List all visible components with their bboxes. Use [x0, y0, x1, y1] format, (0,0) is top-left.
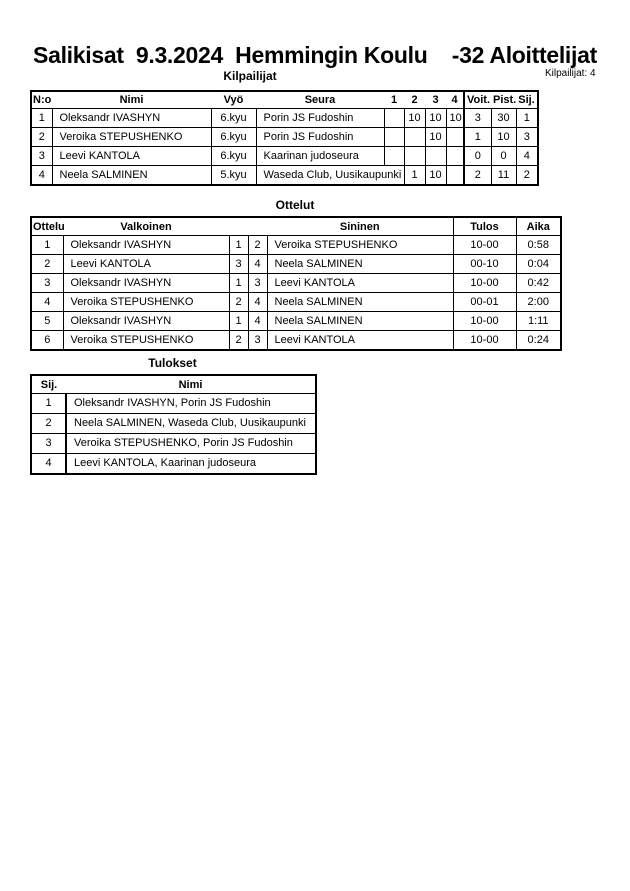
column-header-vyo: Vyö — [211, 91, 256, 109]
cell: Veroika STEPUSHENKO — [63, 331, 229, 351]
cell: 30 — [491, 109, 516, 128]
cell: 1 — [31, 394, 66, 414]
cell: Porin JS Fudoshin — [256, 128, 384, 147]
table-row — [31, 414, 316, 434]
cell: 1 — [516, 109, 538, 128]
cell: 10 — [425, 109, 446, 128]
column-header-nimi: Nimi — [52, 91, 211, 109]
cell: 1 — [229, 274, 248, 293]
cell: 3 — [31, 147, 52, 166]
cell — [446, 166, 464, 186]
cell: Leevi KANTOLA — [63, 255, 229, 274]
cell: Leevi KANTOLA — [267, 274, 453, 293]
table-header-row — [31, 375, 316, 394]
cell: 0:04 — [516, 255, 561, 274]
cell: 0 — [464, 147, 491, 166]
cell — [404, 147, 425, 166]
cell: 3 — [229, 255, 248, 274]
column-header-sij: Sij. — [516, 91, 538, 109]
cell: 10-00 — [453, 331, 516, 351]
cell: Neela SALMINEN — [267, 293, 453, 312]
cell: 10 — [404, 109, 425, 128]
cell — [446, 128, 464, 147]
table-row — [31, 293, 561, 312]
column-header-voit: Voit. — [464, 91, 491, 109]
cell: Oleksandr IVASHYN, Porin JS Fudoshin — [66, 394, 316, 414]
cell: 2 — [31, 414, 66, 434]
cell: 3 — [248, 274, 267, 293]
table-row — [31, 236, 561, 255]
cell: 10 — [425, 128, 446, 147]
table-row — [31, 274, 561, 293]
cell: Porin JS Fudoshin — [256, 109, 384, 128]
cell: 3 — [31, 434, 66, 454]
column-header-white-no — [229, 217, 248, 236]
matches-table — [30, 216, 562, 351]
cell: Leevi KANTOLA, Kaarinan judoseura — [66, 454, 316, 475]
cell: 3 — [516, 128, 538, 147]
cell: 4 — [248, 255, 267, 274]
page-title: Salikisat 9.3.2024 Hemmingin Koulu -32 Aloittelijat — [33, 42, 597, 68]
cell: 1 — [404, 166, 425, 186]
cell: 2 — [229, 331, 248, 351]
cell: Veroika STEPUSHENKO — [52, 128, 211, 147]
cell: 4 — [31, 454, 66, 475]
table-header-row — [31, 217, 561, 236]
column-header-2: 2 — [404, 91, 425, 109]
column-header-nimi: Nimi — [66, 375, 316, 394]
cell: 3 — [464, 109, 491, 128]
column-header-4: 4 — [446, 91, 464, 109]
cell: Oleksandr IVASHYN — [63, 236, 229, 255]
cell: 3 — [31, 274, 63, 293]
cell: Neela SALMINEN — [267, 255, 453, 274]
cell: 4 — [31, 293, 63, 312]
table-row — [31, 454, 316, 475]
column-header-valkoinen: Valkoinen — [63, 217, 229, 236]
cell: Neela SALMINEN, Waseda Club, Uusikaupunki — [66, 414, 316, 434]
cell: 10-00 — [453, 274, 516, 293]
cell: 2 — [516, 166, 538, 186]
cell: 4 — [516, 147, 538, 166]
table-row — [31, 394, 316, 414]
cell: Waseda Club, Uusikaupunki — [256, 166, 384, 186]
cell: Neela SALMINEN — [267, 312, 453, 331]
cell: 10-00 — [453, 312, 516, 331]
column-header-sininen: Sininen — [267, 217, 453, 236]
matches-section-title: Ottelut — [275, 198, 315, 212]
column-header-pist: Pist. — [491, 91, 516, 109]
cell — [384, 128, 404, 147]
cell: 6.kyu — [211, 109, 256, 128]
cell: 6 — [31, 331, 63, 351]
table-row — [31, 128, 538, 147]
cell: 5 — [31, 312, 63, 331]
column-header-3: 3 — [425, 91, 446, 109]
table-header-row — [31, 91, 538, 109]
cell: 2 — [31, 128, 52, 147]
column-header-aika: Aika — [516, 217, 561, 236]
column-header-blue-no — [248, 217, 267, 236]
cell: 4 — [248, 312, 267, 331]
cell: 4 — [31, 166, 52, 186]
column-header-no: N:o — [31, 91, 52, 109]
cell: 1:11 — [516, 312, 561, 331]
cell: Veroika STEPUSHENKO — [63, 293, 229, 312]
column-header-1: 1 — [384, 91, 404, 109]
table-row — [31, 312, 561, 331]
cell: 0:42 — [516, 274, 561, 293]
cell: Veroika STEPUSHENKO — [267, 236, 453, 255]
results-section-title: Tulokset — [148, 356, 197, 370]
column-header-sij: Sij. — [31, 375, 66, 394]
cell — [384, 109, 404, 128]
cell: 0:24 — [516, 331, 561, 351]
column-header-seura: Seura — [256, 91, 384, 109]
cell: 00-01 — [453, 293, 516, 312]
cell: 10 — [425, 166, 446, 186]
cell: 1 — [31, 236, 63, 255]
cell: 2 — [229, 293, 248, 312]
cell: Leevi KANTOLA — [52, 147, 211, 166]
cell: 2 — [464, 166, 491, 186]
cell: 10 — [491, 128, 516, 147]
cell: 3 — [248, 331, 267, 351]
cell: 6.kyu — [211, 147, 256, 166]
table-row — [31, 166, 538, 186]
cell: Veroika STEPUSHENKO, Porin JS Fudoshin — [66, 434, 316, 454]
cell: 10 — [446, 109, 464, 128]
table-row — [31, 434, 316, 454]
cell: 6.kyu — [211, 128, 256, 147]
results-table — [30, 374, 317, 475]
cell — [384, 147, 404, 166]
column-header-ottelu: Ottelu — [31, 217, 63, 236]
table-row — [31, 147, 538, 166]
table-row — [31, 109, 538, 128]
cell — [446, 147, 464, 166]
table-row — [31, 331, 561, 351]
cell: 0 — [491, 147, 516, 166]
table-row — [31, 255, 561, 274]
cell: 1 — [31, 109, 52, 128]
cell: 00-10 — [453, 255, 516, 274]
cell: 10-00 — [453, 236, 516, 255]
cell: Oleksandr IVASHYN — [63, 274, 229, 293]
cell: Leevi KANTOLA — [267, 331, 453, 351]
cell: Oleksandr IVASHYN — [52, 109, 211, 128]
cell: 5.kyu — [211, 166, 256, 186]
cell — [425, 147, 446, 166]
cell: Kaarinan judoseura — [256, 147, 384, 166]
cell: 1 — [464, 128, 491, 147]
competitors-count-label: Kilpailijat: 4 — [545, 68, 596, 79]
cell: 0:58 — [516, 236, 561, 255]
competitors-table — [30, 90, 539, 186]
competitors-section-title: Kilpailijat — [223, 69, 277, 83]
column-header-tulos: Tulos — [453, 217, 516, 236]
cell — [404, 128, 425, 147]
cell: 1 — [229, 236, 248, 255]
cell: 4 — [248, 293, 267, 312]
cell: 2:00 — [516, 293, 561, 312]
cell: 2 — [31, 255, 63, 274]
cell: 11 — [491, 166, 516, 186]
cell: 2 — [248, 236, 267, 255]
cell: 1 — [229, 312, 248, 331]
cell: Neela SALMINEN — [52, 166, 211, 186]
cell: Oleksandr IVASHYN — [63, 312, 229, 331]
